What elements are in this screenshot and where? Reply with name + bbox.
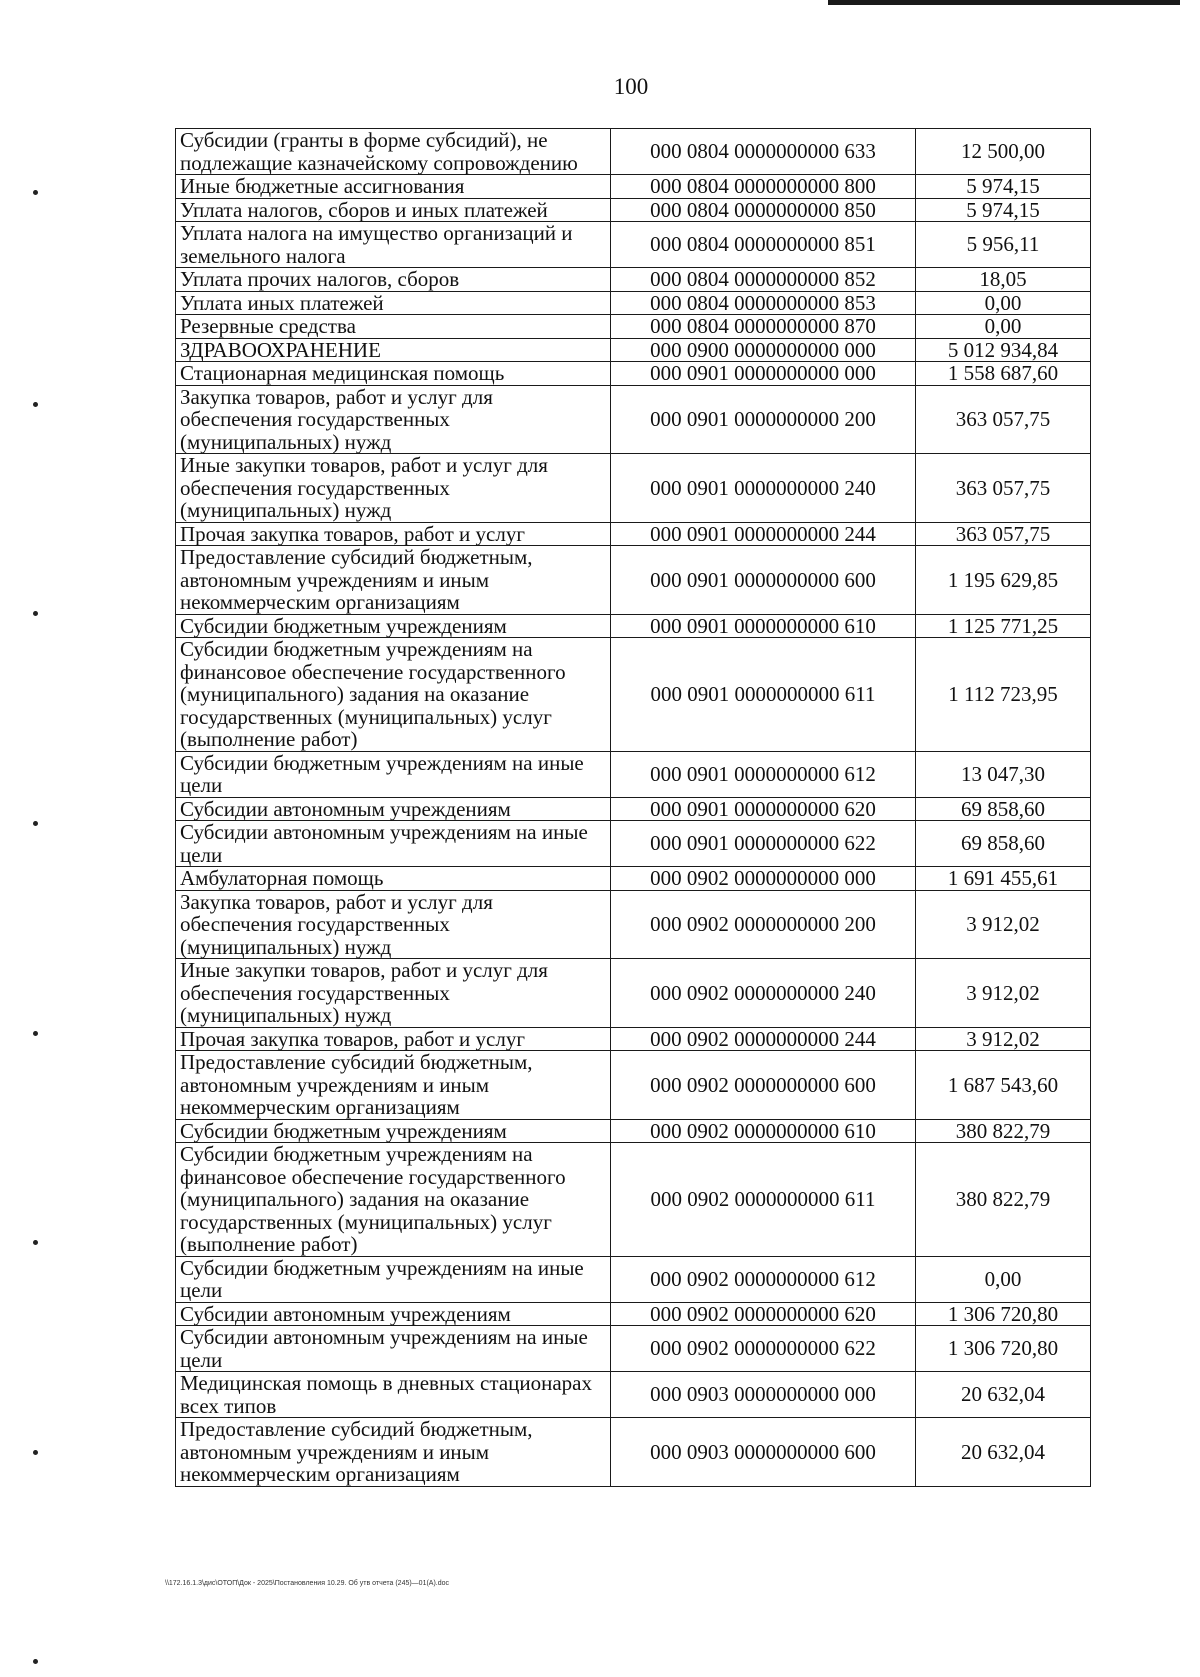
row-code-cell: 000 0804 0000000000 870: [611, 315, 916, 339]
row-name-cell: Медицинская помощь в дневных стационарах всех типов: [176, 1372, 611, 1418]
row-name-cell: Субсидии (гранты в форме субсидий), не подлежащие казначейскому сопровождению: [176, 129, 611, 175]
table-row: [176, 959, 1091, 1028]
row-name-cell: Субсидии бюджетным учреждениям на иные цели: [176, 751, 611, 797]
row-code-cell: 000 0902 0000000000 612: [611, 1256, 916, 1302]
row-name-cell: Иные закупки товаров, работ и услуг для обеспечения государственных (муниципальных) нужд: [176, 959, 611, 1028]
table-row: [176, 867, 1091, 891]
table-row: [176, 1372, 1091, 1418]
row-name-cell: Предоставление субсидий бюджетным, автономным учреждениям и иным некоммерческим организациям: [176, 546, 611, 615]
table-row: [176, 638, 1091, 752]
table-row: [176, 268, 1091, 292]
row-name-cell: Субсидии бюджетным учреждениям: [176, 1119, 611, 1143]
table-row: [176, 522, 1091, 546]
table-row: [176, 362, 1091, 386]
table-row: [176, 1418, 1091, 1487]
row-name-cell: Закупка товаров, работ и услуг для обеспечения государственных (муниципальных) нужд: [176, 385, 611, 454]
row-name-cell: Уплата иных платежей: [176, 291, 611, 315]
margin-dot: [33, 1240, 38, 1245]
budget-table-body: [176, 129, 1091, 1487]
row-code-cell: 000 0804 0000000000 853: [611, 291, 916, 315]
table-row: [176, 222, 1091, 268]
row-amount-cell: 380 822,79: [916, 1119, 1091, 1143]
row-code-cell: 000 0902 0000000000 244: [611, 1027, 916, 1051]
row-name-cell: Уплата прочих налогов, сборов: [176, 268, 611, 292]
table-row: [176, 821, 1091, 867]
row-code-cell: 000 0901 0000000000 622: [611, 821, 916, 867]
row-amount-cell: 363 057,75: [916, 522, 1091, 546]
footer-file-path: \\172.16.1.3\дис\ОТОП\Док - 2025\Постановления 10.29. Об утв отчета (245)—01(А).doc: [165, 1580, 450, 1587]
row-amount-cell: 1 306 720,80: [916, 1302, 1091, 1326]
row-amount-cell: 20 632,04: [916, 1418, 1091, 1487]
row-amount-cell: 3 912,02: [916, 890, 1091, 959]
row-code-cell: 000 0902 0000000000 620: [611, 1302, 916, 1326]
row-amount-cell: 3 912,02: [916, 1027, 1091, 1051]
table-row: [176, 385, 1091, 454]
row-amount-cell: 0,00: [916, 1256, 1091, 1302]
row-code-cell: 000 0901 0000000000 611: [611, 638, 916, 752]
row-name-cell: Иные бюджетные ассигнования: [176, 175, 611, 199]
row-code-cell: 000 0804 0000000000 850: [611, 198, 916, 222]
row-name-cell: Субсидии автономным учреждениям на иные цели: [176, 1326, 611, 1372]
row-code-cell: 000 0902 0000000000 240: [611, 959, 916, 1028]
row-name-cell: Субсидии бюджетным учреждениям на финансовое обеспечение государственного (муниципального) задания на оказание государственных (муниципальных) услуг (выполнение работ): [176, 638, 611, 752]
row-name-cell: Иные закупки товаров, работ и услуг для обеспечения государственных (муниципальных) нужд: [176, 454, 611, 523]
table-row: [176, 1256, 1091, 1302]
row-code-cell: 000 0902 0000000000 611: [611, 1143, 916, 1257]
row-code-cell: 000 0903 0000000000 600: [611, 1418, 916, 1487]
row-code-cell: 000 0900 0000000000 000: [611, 338, 916, 362]
row-amount-cell: 380 822,79: [916, 1143, 1091, 1257]
row-amount-cell: 5 956,11: [916, 222, 1091, 268]
table-row: [176, 315, 1091, 339]
row-amount-cell: 18,05: [916, 268, 1091, 292]
table-row: [176, 291, 1091, 315]
margin-dot: [33, 1659, 38, 1664]
row-name-cell: ЗДРАВООХРАНЕНИЕ: [176, 338, 611, 362]
table-row: [176, 129, 1091, 175]
table-row: [176, 198, 1091, 222]
row-code-cell: 000 0902 0000000000 622: [611, 1326, 916, 1372]
table-row: [176, 338, 1091, 362]
row-name-cell: Предоставление субсидий бюджетным, автономным учреждениям и иным некоммерческим организациям: [176, 1051, 611, 1120]
row-code-cell: 000 0902 0000000000 200: [611, 890, 916, 959]
budget-table: [175, 128, 1091, 1487]
table-row: [176, 546, 1091, 615]
row-amount-cell: 1 125 771,25: [916, 614, 1091, 638]
row-amount-cell: 20 632,04: [916, 1372, 1091, 1418]
row-name-cell: Закупка товаров, работ и услуг для обеспечения государственных (муниципальных) нужд: [176, 890, 611, 959]
row-code-cell: 000 0901 0000000000 600: [611, 546, 916, 615]
row-name-cell: Субсидии бюджетным учреждениям на иные цели: [176, 1256, 611, 1302]
row-amount-cell: 13 047,30: [916, 751, 1091, 797]
row-amount-cell: 363 057,75: [916, 454, 1091, 523]
top-rule: [828, 0, 1180, 5]
row-name-cell: Субсидии бюджетным учреждениям: [176, 614, 611, 638]
row-amount-cell: 69 858,60: [916, 821, 1091, 867]
row-name-cell: Прочая закупка товаров, работ и услуг: [176, 522, 611, 546]
row-code-cell: 000 0901 0000000000 610: [611, 614, 916, 638]
row-code-cell: 000 0901 0000000000 620: [611, 797, 916, 821]
row-name-cell: Уплата налогов, сборов и иных платежей: [176, 198, 611, 222]
row-code-cell: 000 0804 0000000000 800: [611, 175, 916, 199]
margin-dot: [33, 611, 38, 616]
row-code-cell: 000 0903 0000000000 000: [611, 1372, 916, 1418]
row-code-cell: 000 0901 0000000000 240: [611, 454, 916, 523]
row-name-cell: Субсидии автономным учреждениям на иные цели: [176, 821, 611, 867]
row-name-cell: Амбулаторная помощь: [176, 867, 611, 891]
row-code-cell: 000 0901 0000000000 244: [611, 522, 916, 546]
row-code-cell: 000 0804 0000000000 852: [611, 268, 916, 292]
row-code-cell: 000 0902 0000000000 610: [611, 1119, 916, 1143]
table-row: [176, 454, 1091, 523]
row-amount-cell: 1 687 543,60: [916, 1051, 1091, 1120]
table-row: [176, 1302, 1091, 1326]
row-amount-cell: 363 057,75: [916, 385, 1091, 454]
row-name-cell: Субсидии автономным учреждениям: [176, 1302, 611, 1326]
row-code-cell: 000 0901 0000000000 612: [611, 751, 916, 797]
row-amount-cell: 0,00: [916, 291, 1091, 315]
row-amount-cell: 12 500,00: [916, 129, 1091, 175]
table-row: [176, 175, 1091, 199]
margin-dot: [33, 190, 38, 195]
margin-dot: [33, 1450, 38, 1455]
table-row: [176, 1027, 1091, 1051]
row-name-cell: Стационарная медицинская помощь: [176, 362, 611, 386]
row-code-cell: 000 0901 0000000000 200: [611, 385, 916, 454]
table-row: [176, 1119, 1091, 1143]
table-row: [176, 797, 1091, 821]
row-amount-cell: 1 195 629,85: [916, 546, 1091, 615]
row-amount-cell: 1 306 720,80: [916, 1326, 1091, 1372]
margin-dot: [33, 821, 38, 826]
row-code-cell: 000 0902 0000000000 600: [611, 1051, 916, 1120]
row-amount-cell: 0,00: [916, 315, 1091, 339]
margin-dot: [33, 1031, 38, 1036]
row-name-cell: Уплата налога на имущество организаций и земельного налога: [176, 222, 611, 268]
row-amount-cell: 69 858,60: [916, 797, 1091, 821]
row-name-cell: Субсидии автономным учреждениям: [176, 797, 611, 821]
row-amount-cell: 1 691 455,61: [916, 867, 1091, 891]
table-row: [176, 1326, 1091, 1372]
row-code-cell: 000 0901 0000000000 000: [611, 362, 916, 386]
table-row: [176, 751, 1091, 797]
row-amount-cell: 1 558 687,60: [916, 362, 1091, 386]
row-name-cell: Резервные средства: [176, 315, 611, 339]
row-amount-cell: 5 974,15: [916, 175, 1091, 199]
table-row: [176, 1143, 1091, 1257]
row-code-cell: 000 0902 0000000000 000: [611, 867, 916, 891]
row-amount-cell: 5 974,15: [916, 198, 1091, 222]
page-number: 100: [613, 74, 649, 99]
row-amount-cell: 3 912,02: [916, 959, 1091, 1028]
row-name-cell: Субсидии бюджетным учреждениям на финансовое обеспечение государственного (муниципального) задания на оказание государственных (муниципальных) услуг (выполнение работ): [176, 1143, 611, 1257]
row-name-cell: Прочая закупка товаров, работ и услуг: [176, 1027, 611, 1051]
row-amount-cell: 5 012 934,84: [916, 338, 1091, 362]
row-amount-cell: 1 112 723,95: [916, 638, 1091, 752]
table-row: [176, 1051, 1091, 1120]
row-code-cell: 000 0804 0000000000 851: [611, 222, 916, 268]
margin-dot: [33, 402, 38, 407]
row-name-cell: Предоставление субсидий бюджетным, автономным учреждениям и иным некоммерческим организациям: [176, 1418, 611, 1487]
table-row: [176, 614, 1091, 638]
row-code-cell: 000 0804 0000000000 633: [611, 129, 916, 175]
table-row: [176, 890, 1091, 959]
